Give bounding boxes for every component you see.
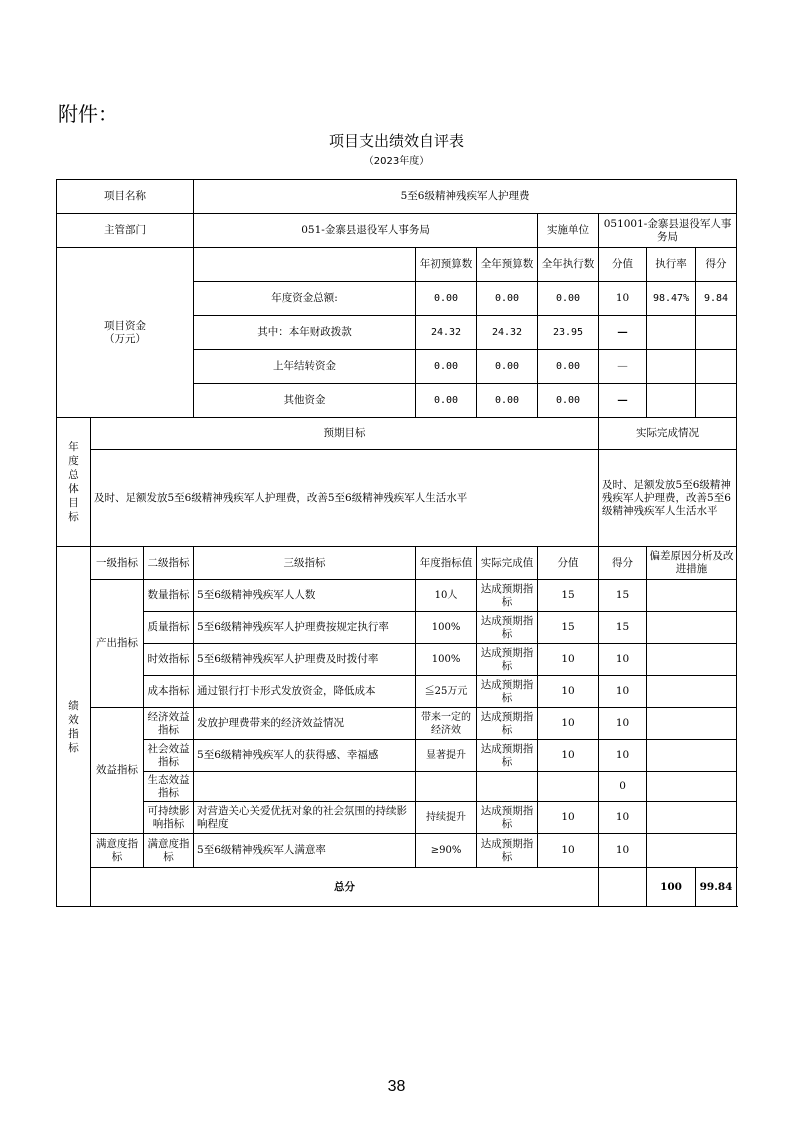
indicator-score-value: 10: [538, 802, 599, 834]
annual-goals-label-text: 年度总体目标: [68, 441, 79, 523]
indicator-deviation: [647, 644, 737, 676]
funds-row-annual: 0.00: [477, 384, 538, 418]
total-blank: [599, 868, 647, 907]
funds-row-rate: 98.47%: [647, 282, 696, 316]
funds-row-score-value: —: [599, 384, 647, 418]
indicator-row: [57, 676, 737, 708]
funds-row-initial: 0.00: [416, 350, 477, 384]
funds-row-score: [696, 350, 737, 384]
level2-header: 二级指标: [144, 547, 194, 580]
funds-row-annual: 0.00: [477, 350, 538, 384]
funds-row-initial: 0.00: [416, 384, 477, 418]
indicator-target: 10人: [416, 580, 477, 612]
indicator-target: 持续提升: [416, 802, 477, 834]
indicator-score: 10: [599, 834, 647, 868]
indicator-level3: 对营造关心关爱优抚对象的社会氛围的持续影响程度: [194, 802, 416, 834]
department-row: [57, 214, 737, 248]
indicator-deviation: [647, 802, 737, 834]
indicator-actual: 达成预期指标: [477, 644, 538, 676]
indicator-score: 0: [599, 772, 647, 802]
goals-header-row: [57, 418, 737, 450]
indicator-row: [57, 708, 737, 740]
total-label: 总分: [91, 868, 599, 907]
indicator-actual: 达成预期指标: [477, 740, 538, 772]
indicator-score: 10: [599, 676, 647, 708]
funds-header-rate: 执行率: [647, 248, 696, 282]
indicator-row: [57, 612, 737, 644]
funds-header-score-value: 分值: [599, 248, 647, 282]
indicator-deviation: [647, 580, 737, 612]
indicator-deviation: [647, 740, 737, 772]
project-name-row: [57, 180, 737, 214]
indicator-level3: 发放护理费带来的经济效益情况: [194, 708, 416, 740]
funds-row-score-value: —: [599, 350, 647, 384]
funds-row-label: 年度资金总额:: [194, 282, 416, 316]
indicator-score: 15: [599, 612, 647, 644]
indicator-row: [57, 740, 737, 772]
funds-header-score: 得分: [696, 248, 737, 282]
funds-label-line1: 项目资金: [104, 319, 147, 332]
indicator-actual: 达成预期指标: [477, 802, 538, 834]
expected-goal-text: 及时、足额发放5至6级精神残疾军人护理费，改善5至6级精神残疾军人生活水平: [91, 450, 599, 547]
actual-result-text: 及时、足额发放5至6级精神残疾军人护理费，改善5至6级精神残疾军人生活水平: [599, 450, 737, 547]
funds-label: [57, 248, 194, 418]
total-score: 99.84: [696, 868, 737, 907]
indicator-level2: 数量指标: [144, 580, 194, 612]
indicator-score-value: 10: [538, 740, 599, 772]
indicator-level3: [194, 772, 416, 802]
expected-goal-header: 预期目标: [91, 418, 599, 450]
total-row: [57, 868, 737, 907]
indicator-score: 10: [599, 740, 647, 772]
funds-row-executed: 0.00: [538, 384, 599, 418]
indicator-level3: 5至6级精神残疾军人护理费按规定执行率: [194, 612, 416, 644]
funds-row-initial: 24.32: [416, 316, 477, 350]
funds-row-rate: [647, 384, 696, 418]
total-score-value: 100: [647, 868, 696, 907]
funds-row-score: 9.84: [696, 282, 737, 316]
indicator-target: 显著提升: [416, 740, 477, 772]
indicator-deviation: [647, 772, 737, 802]
indicator-target: 带来一定的经济效: [416, 708, 477, 740]
actual-result-header: 实际完成情况: [599, 418, 737, 450]
satisfaction-indicators-label: 满意度指标: [91, 834, 144, 868]
funds-row-initial: 0.00: [416, 282, 477, 316]
actual-header: 实际完成值: [477, 547, 538, 580]
indicator-actual: 达成预期指标: [477, 612, 538, 644]
project-name-value: 5至6级精神残疾军人护理费: [194, 180, 737, 214]
indicator-actual: 达成预期指标: [477, 580, 538, 612]
performance-indicators-label-text: 绩效指标: [68, 699, 79, 754]
level1-header: 一级指标: [91, 547, 144, 580]
indicator-level3: 通过银行打卡形式发放资金，降低成本: [194, 676, 416, 708]
indicator-score-value: 10: [538, 676, 599, 708]
indicator-score-value: 15: [538, 580, 599, 612]
indicator-score-value: 10: [538, 708, 599, 740]
funds-row-executed: 23.95: [538, 316, 599, 350]
funds-row-annual: 0.00: [477, 282, 538, 316]
implementing-unit-label: 实施单位: [538, 214, 599, 248]
indicator-level2: 社会效益指标: [144, 740, 194, 772]
indicator-deviation: [647, 612, 737, 644]
funds-header-row: [57, 248, 737, 282]
indicator-actual: 达成预期指标: [477, 708, 538, 740]
funds-row-score-value: 10: [599, 282, 647, 316]
page-title: 项目支出绩效自评表: [328, 132, 464, 150]
indicator-score-value: 10: [538, 644, 599, 676]
indicator-target: ≦25万元: [416, 676, 477, 708]
funds-header-blank: [194, 248, 416, 282]
indicator-level2: 质量指标: [144, 612, 194, 644]
indicator-level2: 时效指标: [144, 644, 194, 676]
indicator-target: [416, 772, 477, 802]
performance-indicators-label: [57, 547, 91, 907]
indicator-row: [57, 644, 737, 676]
indicator-level2: 满意度指标: [144, 834, 194, 868]
funds-row-rate: [647, 316, 696, 350]
funds-row-label: 上年结转资金: [194, 350, 416, 384]
funds-row-label: 其中：本年财政拨款: [194, 316, 416, 350]
indicator-level2: 生态效益指标: [144, 772, 194, 802]
evaluation-table: [56, 179, 737, 907]
target-header: 年度指标值: [416, 547, 477, 580]
level3-header: 三级指标: [194, 547, 416, 580]
indicator-score-value: 10: [538, 834, 599, 868]
annual-goals-label: [57, 418, 91, 547]
indicator-actual: 达成预期指标: [477, 834, 538, 868]
funds-row-label: 其他资金: [194, 384, 416, 418]
implementing-unit-value: 051001-金寨县退役军人事务局: [599, 214, 737, 248]
deviation-header: 偏差原因分析及改进措施: [647, 547, 737, 580]
indicator-actual: [477, 772, 538, 802]
attachment-label: 附件：: [58, 102, 118, 126]
indicator-target: 100%: [416, 612, 477, 644]
indicator-level3: 5至6级精神残疾军人护理费及时拨付率: [194, 644, 416, 676]
indicator-row: [57, 802, 737, 834]
indicator-score-value: 15: [538, 612, 599, 644]
goals-content-row: [57, 450, 737, 547]
score-header: 得分: [599, 547, 647, 580]
indicator-deviation: [647, 676, 737, 708]
indicator-row: [57, 580, 737, 612]
indicator-level3: 5至6级精神残疾军人的获得感、幸福感: [194, 740, 416, 772]
funds-row-executed: 0.00: [538, 350, 599, 384]
indicator-score: 10: [599, 802, 647, 834]
funds-row-executed: 0.00: [538, 282, 599, 316]
indicator-row: [57, 772, 737, 802]
indicator-score: 15: [599, 580, 647, 612]
indicator-row: [57, 834, 737, 868]
score-value-header: 分值: [538, 547, 599, 580]
project-name-label: 项目名称: [57, 180, 194, 214]
funds-header-initial: 年初预算数: [416, 248, 477, 282]
funds-header-annual: 全年预算数: [477, 248, 538, 282]
indicator-score: 10: [599, 708, 647, 740]
department-value: 051-金寨县退役军人事务局: [194, 214, 538, 248]
indicators-header-row: [57, 547, 737, 580]
funds-row-score: [696, 316, 737, 350]
indicator-target: ≥90%: [416, 834, 477, 868]
indicator-level2: 可持续影响指标: [144, 802, 194, 834]
year-label: （2023年度）: [363, 156, 430, 167]
indicator-target: 100%: [416, 644, 477, 676]
indicator-score-value: [538, 772, 599, 802]
indicator-actual: 达成预期指标: [477, 676, 538, 708]
funds-row-score: [696, 384, 737, 418]
indicator-score: 10: [599, 644, 647, 676]
department-label: 主管部门: [57, 214, 194, 248]
benefit-indicators-label: 效益指标: [91, 708, 144, 834]
indicator-level3: 5至6级精神残疾军人满意率: [194, 834, 416, 868]
funds-label-line2: （万元）: [104, 332, 147, 345]
funds-row-rate: [647, 350, 696, 384]
funds-header-executed: 全年执行数: [538, 248, 599, 282]
funds-row-annual: 24.32: [477, 316, 538, 350]
indicator-level3: 5至6级精神残疾军人人数: [194, 580, 416, 612]
output-indicators-label: 产出指标: [91, 580, 144, 708]
funds-row-score-value: —: [599, 316, 647, 350]
indicator-level2: 经济效益指标: [144, 708, 194, 740]
indicator-level2: 成本指标: [144, 676, 194, 708]
indicator-deviation: [647, 834, 737, 868]
indicator-deviation: [647, 708, 737, 740]
page-number: 38: [387, 1078, 406, 1095]
